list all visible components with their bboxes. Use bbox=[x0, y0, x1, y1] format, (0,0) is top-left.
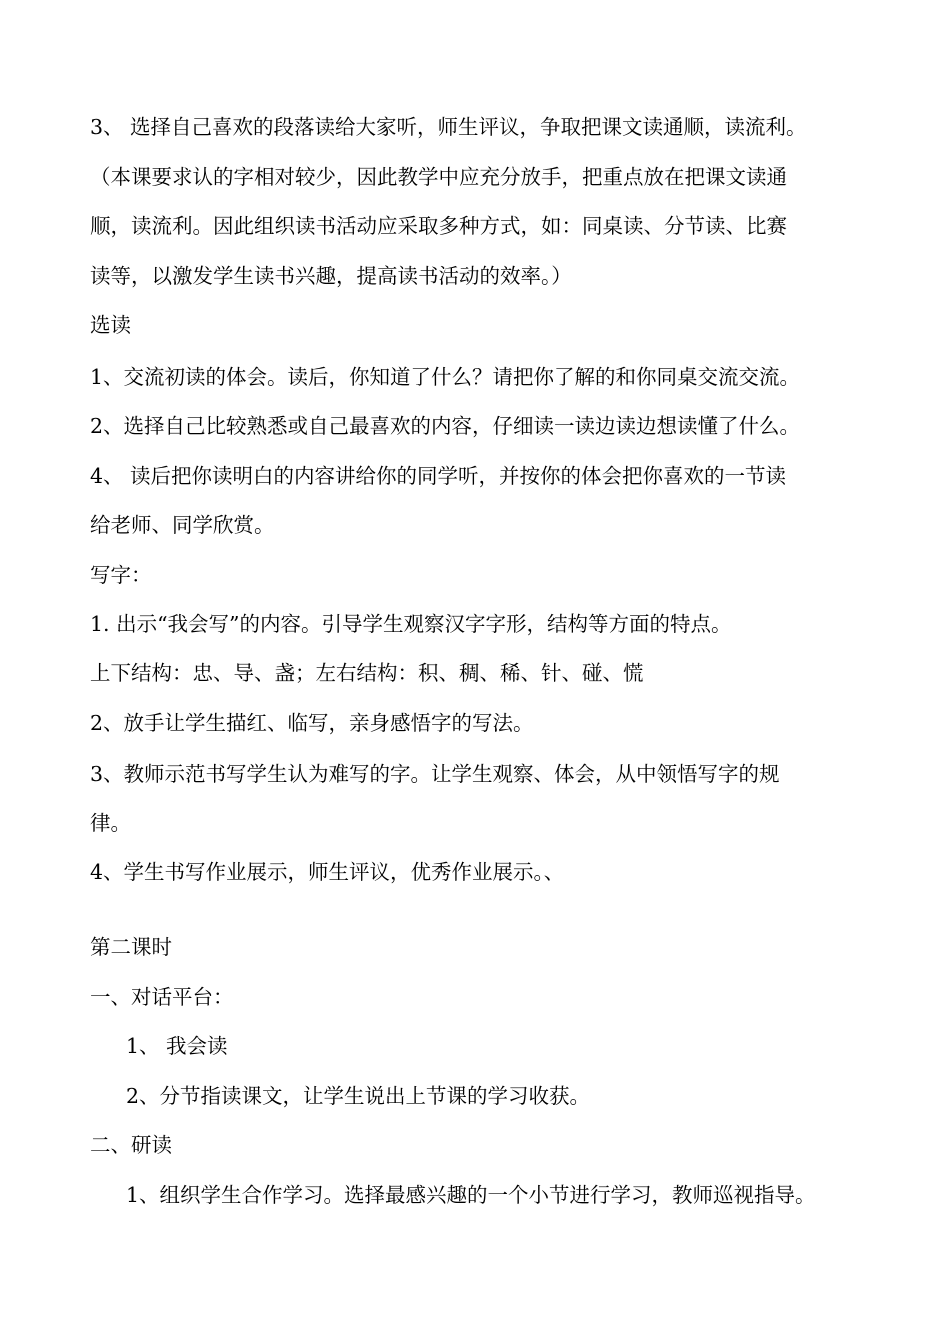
text-line-3: 顺，读流利。因此组织读书活动应采取多种方式，如：同桌读、分节读、比赛 bbox=[90, 214, 787, 238]
text-line-12: 上下结构：忠、导、盏；左右结构：积、稠、稀、针、碰、慌 bbox=[90, 661, 644, 685]
text-line-13: 2、放手让学生描红、临写，亲身感悟字的写法。 bbox=[90, 711, 534, 735]
text-line-17: 第二课时 bbox=[90, 935, 172, 959]
text-line-4: 读等，以激发学生读书兴趣，提高读书活动的效率。） bbox=[90, 264, 572, 288]
text-line-1: 3、 选择自己喜欢的段落读给大家听，师生评议，争取把课文读通顺，读流利。 bbox=[90, 115, 807, 139]
text-line-10: 写字： bbox=[90, 563, 152, 587]
text-line-22: 1、组织学生合作学习。选择最感兴趣的一个小节进行学习，教师巡视指导。 bbox=[126, 1183, 816, 1207]
text-line-18: 一、对话平台： bbox=[90, 985, 234, 1009]
text-line-20: 2、分节指读课文，让学生说出上节课的学习收获。 bbox=[126, 1084, 591, 1108]
text-line-14: 3、教师示范书写学生认为难写的字。让学生观察、体会，从中领悟写字的规 bbox=[90, 762, 780, 786]
text-line-7: 2、选择自己比较熟悉或自己最喜欢的内容，仔细读一读边读边想读懂了什么。 bbox=[90, 414, 801, 438]
text-line-2: （本课要求认的字相对较少，因此教学中应充分放手，把重点放在把课文读通 bbox=[90, 165, 787, 189]
text-line-15: 律。 bbox=[90, 811, 131, 835]
text-line-8: 4、 读后把你读明白的内容讲给你的同学听，并按你的体会把你喜欢的一节读 bbox=[90, 464, 787, 488]
text-line-5: 选读 bbox=[90, 313, 131, 337]
text-line-21: 二、研读 bbox=[90, 1133, 172, 1157]
text-line-6: 1、交流初读的体会。读后，你知道了什么？请把你了解的和你同桌交流交流。 bbox=[90, 365, 801, 389]
text-line-9: 给老师、同学欣赏。 bbox=[90, 513, 275, 537]
text-line-11: 1. 出示“我会写”的内容。引导学生观察汉字字形，结构等方面的特点。 bbox=[90, 612, 732, 636]
text-line-19: 1、 我会读 bbox=[126, 1034, 228, 1058]
text-line-16: 4、学生书写作业展示，师生评议，优秀作业展示。、 bbox=[90, 860, 565, 884]
